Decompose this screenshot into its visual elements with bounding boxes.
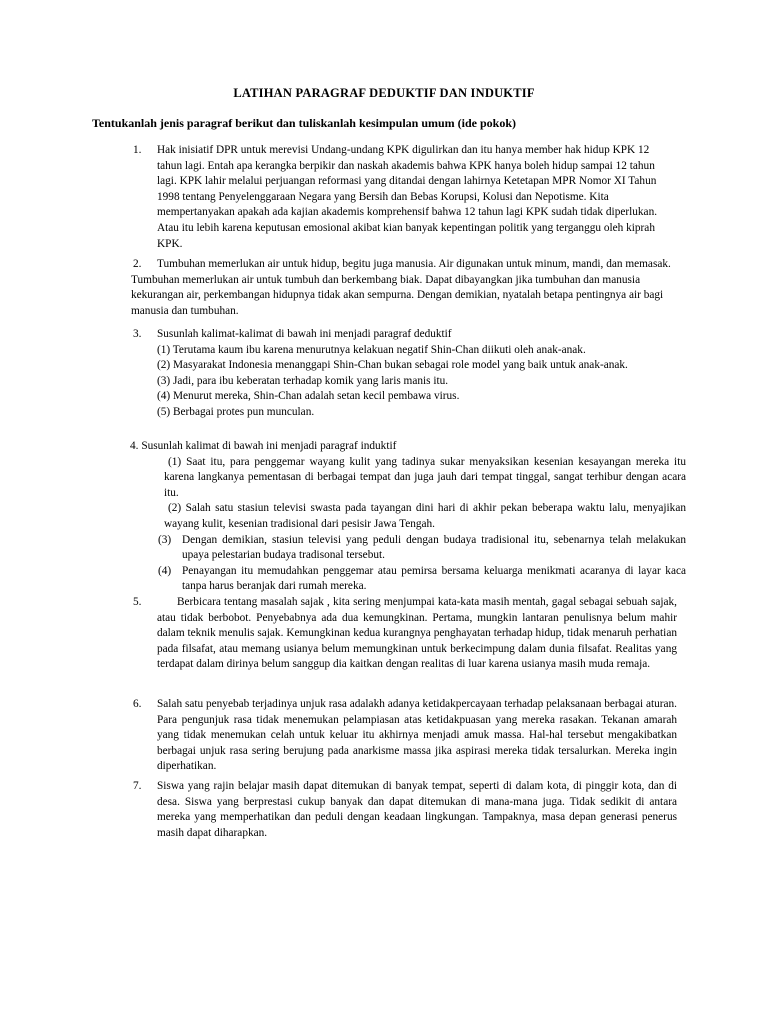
item-heading: Susunlah kalimat di bawah ini menjadi paragraf induktif — [141, 440, 397, 452]
item-text: Berbicara tentang masalah sajak , kita sering menjumpai kata-kata masih mentah, gagal sebagai sebuah sajak, atau tidak berbobot. Penyebabnya ada dua kemungkinan. Pertama, mungkin lantaran penulisnya belum mahir dalam teknik menulis sajak. Kemungkinan kedua kurangnya penghayatan terhadap hidup, tidak menaruh perhatian pada filsafat, atau memang usianya belum memungkinan untuk berkecimpung dalam dunia filsafat. Realitas yang terdapat dalam dirinya belum sanggup dia kaitkan dengan realitas di luar karena usianya masih muda remaja. — [157, 596, 677, 671]
item-number: 1. — [133, 144, 142, 156]
item-text: Salah satu penyebab terjadinya unjuk rasa adalakh adanya ketidakpercayaan terhadap pelaksanaan berbagai aturan. Para pengunjuk rasa tidak menemukan pelampiasan atas ketidakpuasan yang mereka rasakan. Tekanan amarah yang tidak menemukan celah untuk keluar itu akhirnya menjadi amuk massa. Hal-hal tersebut mengakibatkan berbagai unjuk rasa sering berujung pada anarkisme massa jika aspirasi mereka tidak tersalurkan. Mereka ingin diperhatikan. — [157, 698, 677, 773]
exercise-item-1 — [133, 143, 683, 250]
sentence-2 — [164, 501, 686, 532]
exercise-item-6 — [133, 697, 683, 777]
item-text: Hak inisiatif DPR untuk merevisi Undang-undang KPK digulirkan dan itu hanya member hak hidup KPK 12 tahun lagi. Entah apa kerangka berpikir dan naskah akademis bahwa KPK hanya boleh hidup sampai 12 tahun lagi. KPK lahir melalui perjuangan reformasi yang ditandai dengan lahirnya Ketetapan MPR Nomor XI Tahun 1998 tentang Penyelenggaraan Negara yang Bersih dan Bebas Korupsi, Kolusi dan Nepotisme. Kita mempertanyakan apakah ada kajian akademis komprehensif bahwa 12 tahun lagi KPK sudah tidak diperlukan. Atau itu lebih karena keputusan emosional akibat kian banyak kepentingan politik yang terganggu oleh kiprah KPK. — [157, 144, 658, 250]
sentence-4: (4) Menurut mereka, Shin-Chan adalah setan kecil pembawa virus. — [157, 390, 460, 403]
item-text: Tumbuhan memerlukan air untuk hidup, begitu juga manusia. Air digunakan untuk minum, mandi, dan memasak. Tumbuhan memerlukan air untuk tumbuh dan berkembang biak. Dapat dibayangkan jika tumbuhan dan manusia kekurangan air, perkembangan hidupnya tidak akan sempurna. Dengan demikian, nyatalah betapa pentingnya air bagi manusia dan tumbuhan. — [131, 258, 671, 317]
sentence-text: Salah satu stasiun televisi swasta pada tayangan dini hari di akhir pekan beberapa waktu lalu, menyajikan wayang kulit, kesenian tradisional dari pesisir Jawa Tengah. — [164, 502, 686, 530]
item-text: Siswa yang rajin belajar masih dapat ditemukan di banyak tempat, seperti di dalam kota, di pinggir kota, dan di desa. Siswa yang berprestasi cukup banyak dan dapat ditemukan di mana-mana juga. Tidak sedikit di antara mereka yang memperhatikan dan peduli dengan keadaan lingkungan. Tampaknya, masa depan generasi penerus masih dapat diharapkan. — [157, 780, 677, 839]
exercise-item-5 — [133, 595, 683, 691]
item-number: 7. — [133, 780, 142, 792]
item-number: 6. — [133, 698, 142, 710]
item-heading: Susunlah kalimat-kalimat di bawah ini menjadi paragraf deduktif — [157, 328, 452, 340]
item-number: 3. — [133, 328, 142, 340]
sentence-2: (2) Masyarakat Indonesia menanggapi Shin-Chan bukan sebagai role model yang baik untuk anak-anak. — [157, 359, 628, 372]
sentence-4 — [158, 564, 686, 595]
exercise-item-3 — [133, 327, 683, 431]
sentence-number: (2) — [168, 502, 182, 515]
sentence-5: (5) Berbagai protes pun munculan. — [157, 405, 315, 418]
sentence-number: (1) — [168, 455, 182, 468]
exercise-item-4 — [130, 439, 686, 593]
item-number: 2. — [133, 258, 142, 270]
instruction-text: Tentukanlah jenis paragraf berikut dan tuliskanlah kesimpulan umum (ide pokok) — [92, 116, 517, 130]
sentence-number: (3) — [158, 533, 172, 546]
exercise-item-2 — [133, 257, 683, 321]
item-number: 5. — [133, 596, 142, 608]
sentence-1: (1) Terutama kaum ibu karena menurutnya kelakuan negatif Shin-Chan diikuti oleh anak-anak. — [157, 343, 586, 356]
sentence-number: (4) — [158, 564, 172, 577]
sentence-text: Dengan demikian, stasiun televisi yang peduli dengan budaya tradisional itu, sebenarnya telah melakukan upaya pelestarian budaya tradisonal tersebut. — [182, 533, 686, 562]
page-title: LATIHAN PARAGRAF DEDUKTIF DAN INDUKTIF — [233, 86, 535, 100]
exercise-item-7 — [133, 779, 683, 843]
item-number: 4. — [130, 440, 139, 452]
item-body — [157, 327, 677, 421]
item-heading-line — [130, 439, 686, 455]
sentence-1 — [164, 455, 686, 502]
sentence-text: Saat itu, para penggemar wayang kulit yang tadinya sukar menyaksikan kesenian kesayangan mereka itu karena langkanya pementasan di berbagai tempat dan juga jauh dari tempat tinggal, sangat terhibur dengan acara itu. — [164, 455, 686, 499]
sentence-3 — [158, 533, 686, 564]
sentence-3: (3) Jadi, para ibu keberatan terhadap komik yang laris manis itu. — [157, 374, 449, 387]
sentence-text: Penayangan itu memudahkan penggemar atau pemirsa bersama keluarga menikmati acaranya di layar kaca tanpa harus beranjak dari rumah mereka. — [182, 564, 686, 593]
